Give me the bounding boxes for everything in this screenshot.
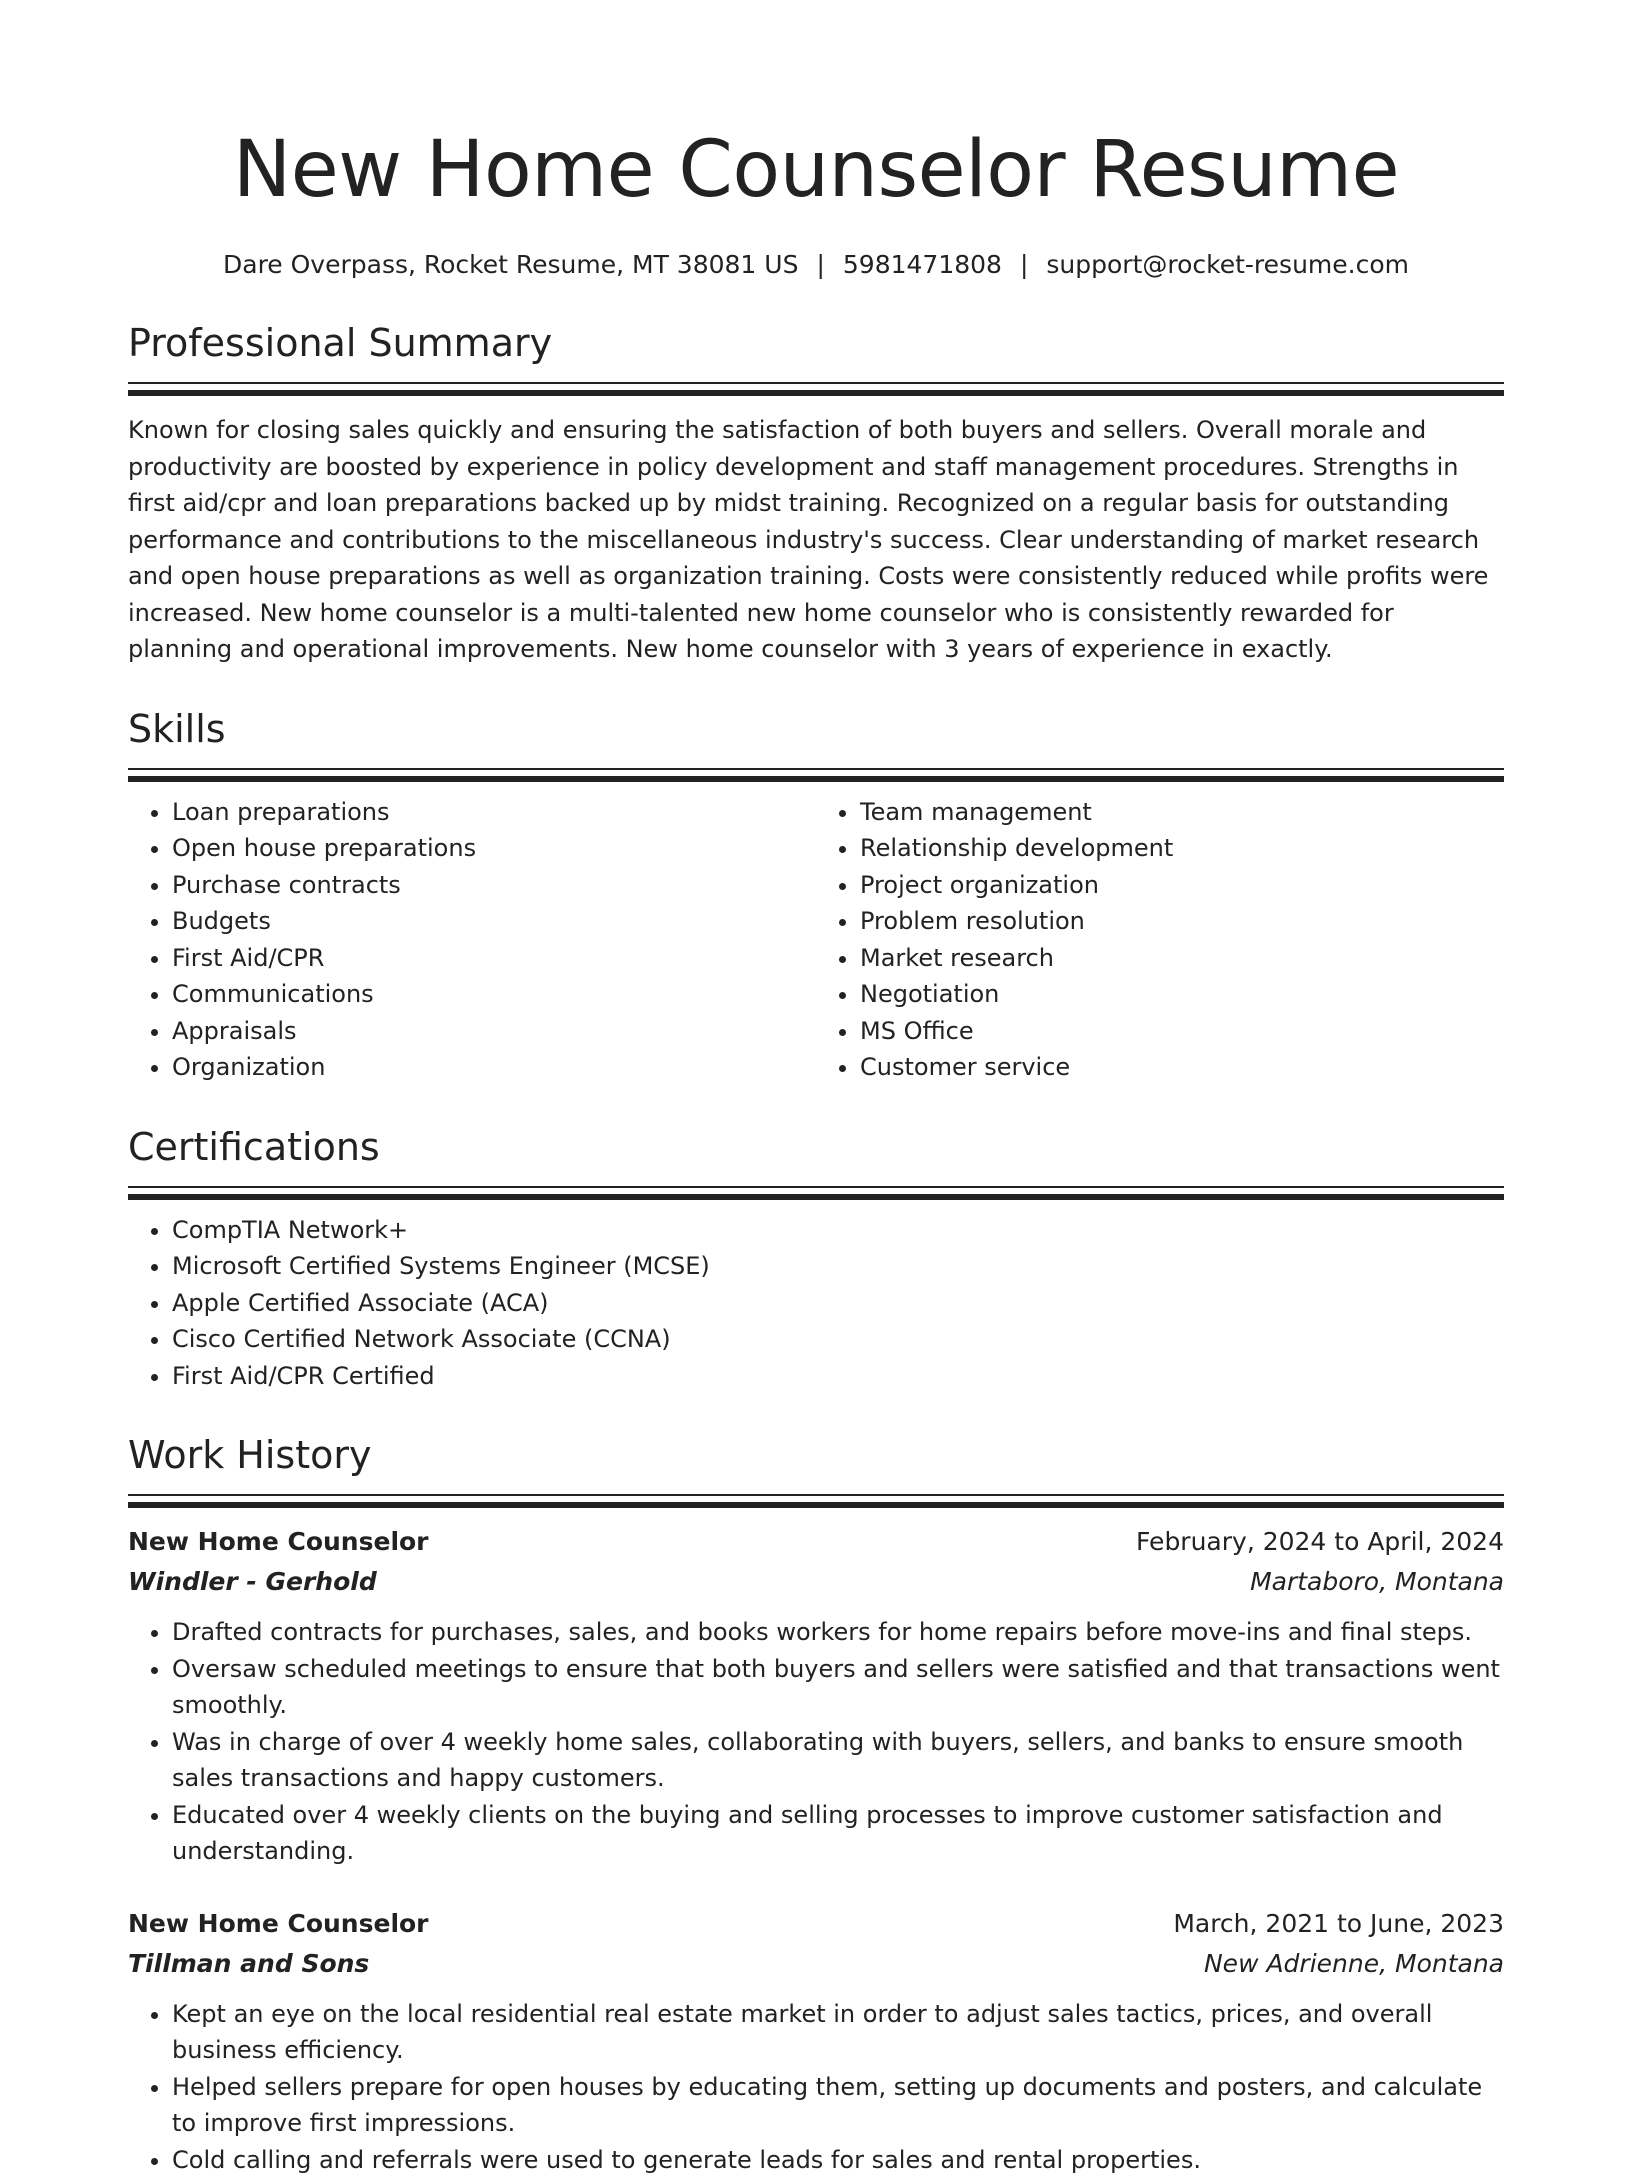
certifications-list bbox=[128, 1212, 1504, 1395]
job-entry bbox=[128, 1904, 1504, 2178]
job-header-row bbox=[128, 1522, 1504, 1562]
skills-heading: Skills bbox=[128, 704, 1504, 754]
job-entry bbox=[128, 1522, 1504, 1870]
certification-item: • Apple Certified Associate (ACA) bbox=[172, 1285, 1504, 1322]
skills-section bbox=[128, 704, 1504, 1086]
job-location: New Adrienne, Montana bbox=[1204, 1944, 1504, 1984]
skill-item: • Project organization bbox=[860, 867, 1504, 904]
certification-item: • CompTIA Network+ bbox=[172, 1212, 1504, 1249]
summary-text: Known for closing sales quickly and ensuring the satisfaction of both buyers and sellers. Overall morale and productivity are boosted by experience in policy development and staff management procedures. Strengths in first aid/cpr and loan preparations backed up by midst training. Recognized on a regular basis for outstanding performance and contributions to the miscellaneous industry's success. Clear understanding of market research and open house preparations as well as organization training. Costs were consistently reduced while profits were increased. New home counselor is a multi-talented new home counselor who is consistently rewarded for planning and operational improvements. New home counselor with 3 years of experience in exactly. bbox=[128, 412, 1504, 668]
certifications-section bbox=[128, 1122, 1504, 1395]
contact-line bbox=[128, 248, 1504, 282]
skill-item: • Relationship development bbox=[860, 830, 1504, 867]
skills-list-right bbox=[816, 794, 1504, 1086]
skill-item: • Organization bbox=[172, 1049, 816, 1086]
skill-item: • Team management bbox=[860, 794, 1504, 831]
skill-item: • Customer service bbox=[860, 1049, 1504, 1086]
contact-separator: | bbox=[816, 250, 824, 279]
job-company: Windler - Gerhold bbox=[128, 1562, 377, 1602]
job-dates: March, 2021 to June, 2023 bbox=[1173, 1904, 1504, 1944]
skill-item: • MS Office bbox=[860, 1013, 1504, 1050]
skill-item: • Appraisals bbox=[172, 1013, 816, 1050]
skills-list-left bbox=[128, 794, 816, 1086]
skill-item: • Open house preparations bbox=[172, 830, 816, 867]
skill-item: • Purchase contracts bbox=[172, 867, 816, 904]
job-title: New Home Counselor bbox=[128, 1904, 429, 1944]
job-bullet: • Oversaw scheduled meetings to ensure that both buyers and sellers were satisfied and that transactions went smoothly. bbox=[172, 1651, 1504, 1724]
contact-address: Dare Overpass, Rocket Resume, MT 38081 US bbox=[223, 250, 798, 279]
job-bullet: • Cold calling and referrals were used to generate leads for sales and rental properties. bbox=[172, 2142, 1504, 2178]
skill-item: • Problem resolution bbox=[860, 903, 1504, 940]
skill-item: • Budgets bbox=[172, 903, 816, 940]
certification-item: • Cisco Certified Network Associate (CCNA) bbox=[172, 1321, 1504, 1358]
certifications-heading: Certifications bbox=[128, 1122, 1504, 1172]
skills-grid bbox=[128, 784, 1504, 1086]
job-bullets bbox=[128, 1996, 1504, 2178]
contact-separator: | bbox=[1020, 250, 1028, 279]
section-divider bbox=[128, 382, 1504, 398]
summary-section bbox=[128, 318, 1504, 668]
job-subheader-row bbox=[128, 1944, 1504, 1984]
skill-item: • Negotiation bbox=[860, 976, 1504, 1013]
job-company: Tillman and Sons bbox=[128, 1944, 369, 1984]
job-bullet: • Was in charge of over 4 weekly home sales, collaborating with buyers, sellers, and banks to ensure smooth sales transactions and happy customers. bbox=[172, 1724, 1504, 1797]
certification-item: • Microsoft Certified Systems Engineer (MCSE) bbox=[172, 1248, 1504, 1285]
skill-item: • Market research bbox=[860, 940, 1504, 977]
work-history-heading: Work History bbox=[128, 1430, 1504, 1480]
contact-email: support@rocket-resume.com bbox=[1046, 250, 1409, 279]
job-location: Martaboro, Montana bbox=[1250, 1562, 1504, 1602]
certification-item: • First Aid/CPR Certified bbox=[172, 1358, 1504, 1395]
skill-item: • Loan preparations bbox=[172, 794, 816, 831]
job-subheader-row bbox=[128, 1562, 1504, 1602]
summary-heading: Professional Summary bbox=[128, 318, 1504, 368]
job-bullet: • Drafted contracts for purchases, sales, and books workers for home repairs before move-ins and final steps. bbox=[172, 1614, 1504, 1651]
resume-title: New Home Counselor Resume bbox=[128, 118, 1504, 222]
job-bullets bbox=[128, 1614, 1504, 1870]
section-divider bbox=[128, 1494, 1504, 1510]
job-header-row bbox=[128, 1904, 1504, 1944]
contact-phone: 5981471808 bbox=[843, 250, 1002, 279]
section-divider bbox=[128, 1186, 1504, 1202]
job-bullet: • Helped sellers prepare for open houses by educating them, setting up documents and posters, and calculate to improve first impressions. bbox=[172, 2069, 1504, 2142]
section-divider bbox=[128, 768, 1504, 784]
job-title: New Home Counselor bbox=[128, 1522, 429, 1562]
work-history-section bbox=[128, 1430, 1504, 2178]
job-bullet: • Kept an eye on the local residential real estate market in order to adjust sales tactics, prices, and overall business efficiency. bbox=[172, 1996, 1504, 2069]
skill-item: • First Aid/CPR bbox=[172, 940, 816, 977]
skill-item: • Communications bbox=[172, 976, 816, 1013]
job-dates: February, 2024 to April, 2024 bbox=[1136, 1522, 1504, 1562]
job-bullet: • Educated over 4 weekly clients on the buying and selling processes to improve customer satisfaction and understanding. bbox=[172, 1797, 1504, 1870]
